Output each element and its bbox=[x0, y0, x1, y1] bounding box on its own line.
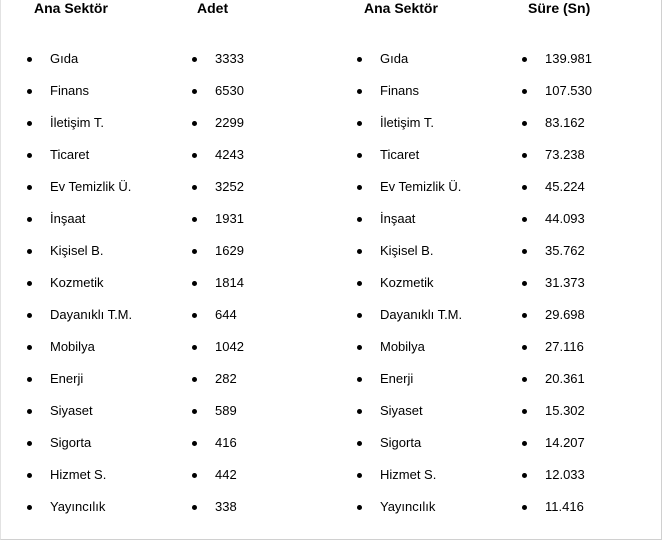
sector-list-item bbox=[27, 75, 177, 107]
count-list-item-text: 4243 bbox=[215, 147, 244, 162]
bullet-icon bbox=[27, 377, 32, 382]
sector-list-item-text: Ticaret bbox=[50, 147, 90, 162]
header-duration: Süre (Sn) bbox=[528, 0, 591, 16]
bullet-icon bbox=[522, 217, 527, 222]
bullet-icon bbox=[357, 313, 362, 318]
bullet-icon bbox=[192, 57, 197, 62]
count-list-item-text: 644 bbox=[215, 307, 237, 322]
count-list-item-text: 1931 bbox=[215, 211, 244, 226]
count-list bbox=[192, 43, 312, 523]
count-list-item bbox=[192, 203, 312, 235]
duration-list-item bbox=[522, 299, 642, 331]
sector-list-item bbox=[27, 331, 177, 363]
sector-duration-list-item-text: Kişisel B. bbox=[380, 243, 434, 258]
sector-list-count bbox=[27, 43, 177, 523]
sector-duration-list-item-text: Yayıncılık bbox=[380, 499, 436, 514]
count-list-item bbox=[192, 299, 312, 331]
sector-duration-list-item-text: Siyaset bbox=[380, 403, 423, 418]
sector-duration-list-item-text: Ev Temizlik Ü. bbox=[380, 179, 462, 194]
sector-list-item bbox=[27, 363, 177, 395]
bullet-icon bbox=[522, 57, 527, 62]
bullet-icon bbox=[357, 185, 362, 190]
sector-duration-list-item bbox=[357, 43, 507, 75]
sector-duration-list-item-text: Sigorta bbox=[380, 435, 422, 450]
duration-list-item-text: 45.224 bbox=[545, 179, 585, 194]
duration-list-item bbox=[522, 427, 642, 459]
duration-list-item-text: 107.530 bbox=[545, 83, 592, 98]
bullet-icon bbox=[192, 185, 197, 190]
sector-list-item-text: Hizmet S. bbox=[50, 467, 107, 482]
sector-list-item-text: Sigorta bbox=[50, 435, 92, 450]
sector-duration-list-item bbox=[357, 171, 507, 203]
sector-list-item-text: Gıda bbox=[50, 51, 79, 66]
bullet-icon bbox=[357, 281, 362, 286]
count-list-item bbox=[192, 235, 312, 267]
bullet-icon bbox=[522, 153, 527, 158]
sector-duration-list-item-text: Ticaret bbox=[380, 147, 420, 162]
bullet-icon bbox=[192, 473, 197, 478]
bullet-icon bbox=[192, 89, 197, 94]
duration-list-item bbox=[522, 395, 642, 427]
duration-list-item-text: 44.093 bbox=[545, 211, 585, 226]
bullet-icon bbox=[357, 89, 362, 94]
bullet-icon bbox=[522, 281, 527, 286]
sector-duration-list-item bbox=[357, 299, 507, 331]
bullet-icon bbox=[27, 313, 32, 318]
count-list-item-text: 3252 bbox=[215, 179, 244, 194]
sector-duration-list-item-text: Gıda bbox=[380, 51, 409, 66]
duration-list-item bbox=[522, 331, 642, 363]
count-list-item-text: 416 bbox=[215, 435, 237, 450]
sector-list-item bbox=[27, 395, 177, 427]
duration-list-item bbox=[522, 203, 642, 235]
sector-duration-list-item bbox=[357, 491, 507, 523]
sector-duration-list-item bbox=[357, 75, 507, 107]
sector-duration-list-item bbox=[357, 107, 507, 139]
duration-list-item-text: 29.698 bbox=[545, 307, 585, 322]
duration-list-item-text: 15.302 bbox=[545, 403, 585, 418]
bullet-icon bbox=[192, 217, 197, 222]
duration-list-item-text: 11.416 bbox=[545, 499, 584, 514]
bullet-icon bbox=[357, 217, 362, 222]
sector-list-item bbox=[27, 491, 177, 523]
bullet-icon bbox=[357, 409, 362, 414]
sector-list-item-text: Mobilya bbox=[50, 339, 95, 354]
sector-list-item-text: Yayıncılık bbox=[50, 499, 106, 514]
duration-list-item bbox=[522, 459, 642, 491]
duration-list-item bbox=[522, 267, 642, 299]
sector-list-item-text: Enerji bbox=[50, 371, 84, 386]
bullet-icon bbox=[192, 377, 197, 382]
bullet-icon bbox=[192, 409, 197, 414]
count-list-item-text: 282 bbox=[215, 371, 237, 386]
count-list-item bbox=[192, 107, 312, 139]
sector-duration-list-item-text: Dayanıklı T.M. bbox=[380, 307, 463, 322]
count-list-item bbox=[192, 491, 312, 523]
sector-list-item-text: Kozmetik bbox=[50, 275, 104, 290]
bullet-icon bbox=[522, 249, 527, 254]
bullet-icon bbox=[27, 473, 32, 478]
duration-list-item-text: 20.361 bbox=[545, 371, 585, 386]
bullet-icon bbox=[522, 441, 527, 446]
bullet-icon bbox=[27, 281, 32, 286]
bullet-icon bbox=[27, 217, 32, 222]
bullet-icon bbox=[27, 441, 32, 446]
count-list-item bbox=[192, 43, 312, 75]
sector-duration-list-item bbox=[357, 203, 507, 235]
count-list-item bbox=[192, 459, 312, 491]
duration-list-item-text: 139.981 bbox=[545, 51, 592, 66]
count-list-item-text: 3333 bbox=[215, 51, 244, 66]
duration-list-item bbox=[522, 43, 642, 75]
bullet-icon bbox=[357, 249, 362, 254]
bullet-icon bbox=[522, 345, 527, 350]
sector-duration-list-item-text: Enerji bbox=[380, 371, 414, 386]
sector-duration-list-item-text: Hizmet S. bbox=[380, 467, 437, 482]
count-list-item-text: 589 bbox=[215, 403, 237, 418]
sector-duration-list-item bbox=[357, 267, 507, 299]
sector-list-item bbox=[27, 139, 177, 171]
bullet-icon bbox=[357, 505, 362, 510]
bullet-icon bbox=[27, 409, 32, 414]
duration-list-item-text: 27.116 bbox=[545, 339, 584, 354]
sector-list-item bbox=[27, 203, 177, 235]
sector-duration-list-item bbox=[357, 459, 507, 491]
duration-list-item bbox=[522, 107, 642, 139]
duration-list-item bbox=[522, 363, 642, 395]
sector-list-item-text: Dayanıklı T.M. bbox=[50, 307, 133, 322]
sector-duration-list-item bbox=[357, 363, 507, 395]
bullet-icon bbox=[522, 313, 527, 318]
count-list-item-text: 1629 bbox=[215, 243, 244, 258]
bullet-icon bbox=[522, 121, 527, 126]
bullet-icon bbox=[27, 249, 32, 254]
bullet-icon bbox=[357, 473, 362, 478]
duration-list-item-text: 12.033 bbox=[545, 467, 585, 482]
header-sector-duration: Ana Sektör bbox=[364, 0, 438, 16]
duration-list bbox=[522, 43, 642, 523]
sector-list-item bbox=[27, 427, 177, 459]
bullet-icon bbox=[357, 121, 362, 126]
sector-duration-list-item bbox=[357, 139, 507, 171]
bullet-icon bbox=[27, 185, 32, 190]
sector-list-item bbox=[27, 171, 177, 203]
sector-list-item-text: İnşaat bbox=[50, 211, 86, 226]
duration-list-item-text: 83.162 bbox=[545, 115, 585, 130]
bullet-icon bbox=[522, 185, 527, 190]
sector-list-item-text: İletişim T. bbox=[50, 115, 104, 130]
bullet-icon bbox=[192, 441, 197, 446]
bullet-icon bbox=[357, 377, 362, 382]
count-list-item bbox=[192, 139, 312, 171]
count-list-item-text: 2299 bbox=[215, 115, 244, 130]
bullet-icon bbox=[27, 121, 32, 126]
header-sector-count: Ana Sektör bbox=[34, 0, 108, 16]
count-list-item bbox=[192, 267, 312, 299]
bullet-icon bbox=[192, 345, 197, 350]
duration-list-item bbox=[522, 171, 642, 203]
bullet-icon bbox=[522, 409, 527, 414]
bullet-icon bbox=[192, 313, 197, 318]
duration-list-item-text: 14.207 bbox=[545, 435, 585, 450]
sector-duration-list-item-text: Kozmetik bbox=[380, 275, 434, 290]
duration-list-item bbox=[522, 139, 642, 171]
count-list-item bbox=[192, 363, 312, 395]
bullet-icon bbox=[522, 505, 527, 510]
bullet-icon bbox=[27, 345, 32, 350]
bullet-icon bbox=[192, 121, 197, 126]
sector-duration-list-item-text: Mobilya bbox=[380, 339, 425, 354]
sector-list-item bbox=[27, 43, 177, 75]
bullet-icon bbox=[27, 89, 32, 94]
sector-duration-list-item bbox=[357, 235, 507, 267]
count-list-item bbox=[192, 427, 312, 459]
bullet-icon bbox=[192, 505, 197, 510]
bullet-icon bbox=[192, 153, 197, 158]
sector-list-item bbox=[27, 299, 177, 331]
bullet-icon bbox=[522, 89, 527, 94]
bullet-icon bbox=[27, 57, 32, 62]
count-list-item bbox=[192, 395, 312, 427]
count-list-item-text: 1814 bbox=[215, 275, 244, 290]
sector-duration-list-item bbox=[357, 395, 507, 427]
count-list-item-text: 1042 bbox=[215, 339, 244, 354]
sector-list-item bbox=[27, 235, 177, 267]
header-count: Adet bbox=[197, 0, 229, 16]
count-list-item-text: 338 bbox=[215, 499, 237, 514]
duration-list-item-text: 31.373 bbox=[545, 275, 585, 290]
sector-list-item bbox=[27, 267, 177, 299]
count-list-item bbox=[192, 75, 312, 107]
sector-list-item bbox=[27, 107, 177, 139]
bullet-icon bbox=[357, 153, 362, 158]
bullet-icon bbox=[27, 153, 32, 158]
count-list-item bbox=[192, 171, 312, 203]
sector-duration-list-item-text: İletişim T. bbox=[380, 115, 434, 130]
bullet-icon bbox=[522, 377, 527, 382]
sector-duration-list-item bbox=[357, 331, 507, 363]
sector-list-duration bbox=[357, 43, 507, 523]
duration-list-item-text: 73.238 bbox=[545, 147, 585, 162]
bullet-icon bbox=[522, 473, 527, 478]
sector-list-item-text: Kişisel B. bbox=[50, 243, 104, 258]
count-list-item-text: 442 bbox=[215, 467, 237, 482]
sector-duration-list-item-text: Finans bbox=[380, 83, 420, 98]
bullet-icon bbox=[27, 505, 32, 510]
count-list-item bbox=[192, 331, 312, 363]
bullet-icon bbox=[192, 249, 197, 254]
sector-duration-list-item-text: İnşaat bbox=[380, 211, 416, 226]
duration-list-item bbox=[522, 491, 642, 523]
bullet-icon bbox=[357, 441, 362, 446]
duration-list-item-text: 35.762 bbox=[545, 243, 585, 258]
bullet-icon bbox=[192, 281, 197, 286]
sector-list-item bbox=[27, 459, 177, 491]
sector-list-item-text: Ev Temizlik Ü. bbox=[50, 179, 132, 194]
duration-list-item bbox=[522, 75, 642, 107]
bullet-icon bbox=[357, 345, 362, 350]
duration-list-item bbox=[522, 235, 642, 267]
sector-list-item-text: Siyaset bbox=[50, 403, 93, 418]
sector-list-item-text: Finans bbox=[50, 83, 90, 98]
bullet-icon bbox=[357, 57, 362, 62]
count-list-item-text: 6530 bbox=[215, 83, 244, 98]
sector-duration-list-item bbox=[357, 427, 507, 459]
